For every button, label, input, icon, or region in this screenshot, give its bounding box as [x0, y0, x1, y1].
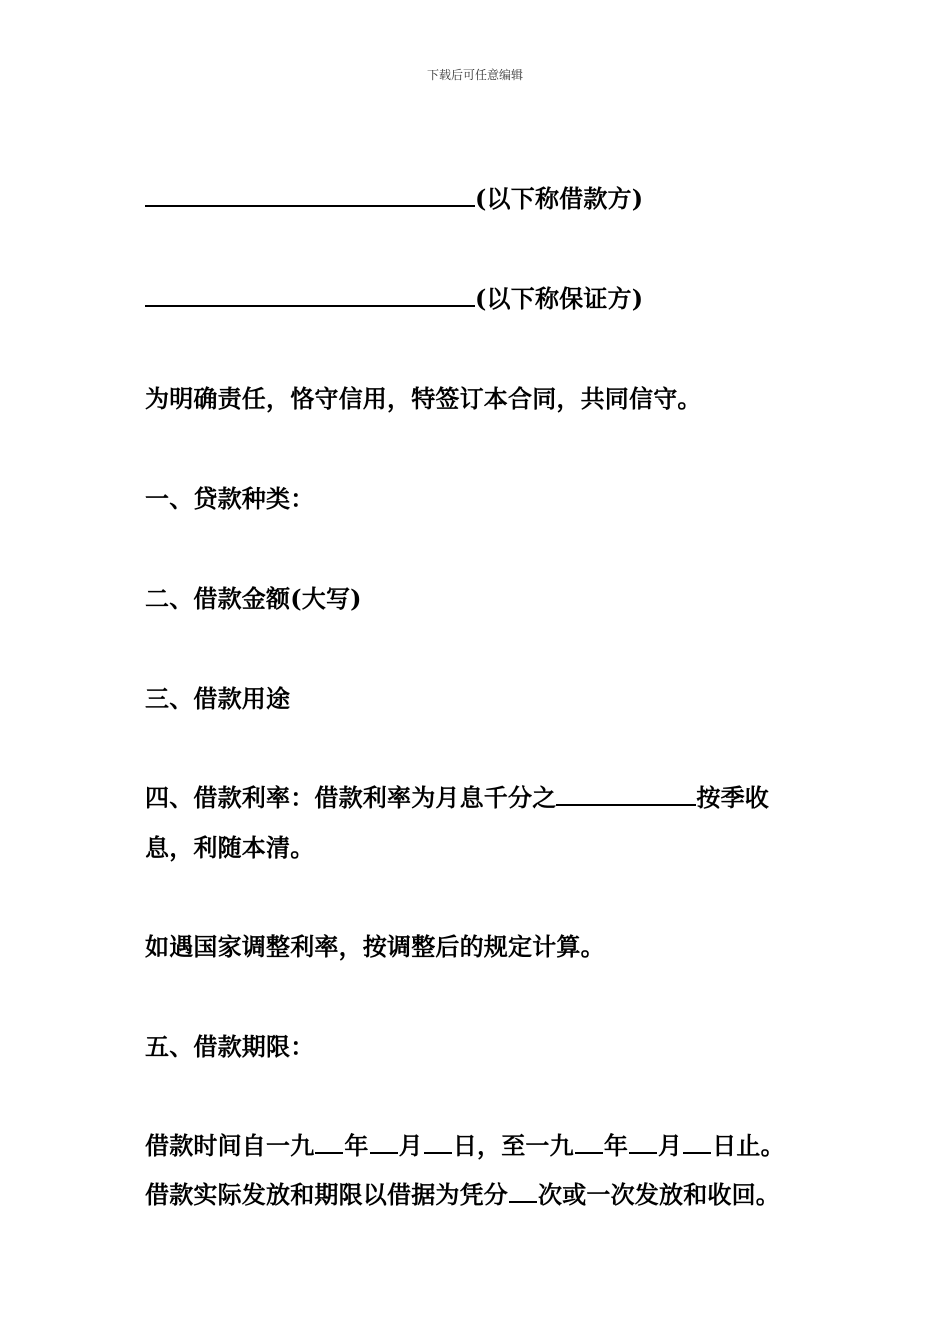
borrower-line — [145, 184, 643, 214]
guarantor-line — [145, 284, 643, 314]
term-dates-line — [145, 1131, 785, 1161]
section-interest-rate — [145, 783, 769, 813]
disbursement-line — [145, 1180, 780, 1210]
term-end-year-label: 年 — [603, 1131, 629, 1160]
disbursement-text-end: 次或一次发放和收回。 — [538, 1180, 780, 1209]
term-text-to: 日，至一九 — [452, 1131, 574, 1160]
section-loan-purpose: 三、借款用途 — [145, 684, 291, 713]
start-day-blank[interactable] — [424, 1132, 452, 1154]
interest-rate-continuation: 息，利随本清。 — [145, 833, 315, 862]
preamble: 为明确责任，恪守信用，特签订本合同，共同信守。 — [145, 384, 702, 413]
section-loan-amount: 二、借款金额(大写) — [145, 584, 362, 613]
term-text-end: 日止。 — [712, 1131, 785, 1160]
disbursement-count-blank[interactable] — [509, 1181, 537, 1203]
page-header-note: 下载后可任意编辑 — [426, 68, 523, 82]
start-month-blank[interactable] — [370, 1132, 398, 1154]
end-day-blank[interactable] — [683, 1132, 711, 1154]
interest-rate-text: 四、借款利率：借款利率为月息千分之 — [145, 783, 557, 812]
interest-rate-text-tail: 按季收 — [696, 783, 770, 812]
term-end-month-label: 月 — [658, 1131, 683, 1160]
end-month-blank[interactable] — [629, 1132, 657, 1154]
term-text-start: 借款时间自一九 — [145, 1131, 315, 1160]
guarantor-label: (以下称保证方) — [475, 284, 644, 313]
end-year-blank[interactable] — [575, 1132, 603, 1154]
borrower-label: (以下称借款方) — [475, 184, 644, 213]
borrower-name-blank[interactable] — [145, 185, 475, 207]
term-month-label: 月 — [398, 1131, 423, 1160]
start-year-blank[interactable] — [315, 1132, 343, 1154]
guarantor-name-blank[interactable] — [145, 285, 475, 307]
section-loan-type: 一、贷款种类： — [145, 484, 315, 513]
interest-rate-blank[interactable] — [556, 784, 696, 806]
section-loan-term: 五、借款期限： — [145, 1032, 315, 1061]
disbursement-text-start: 借款实际发放和期限以借据为凭分 — [145, 1180, 508, 1209]
term-year-label: 年 — [344, 1131, 369, 1160]
rate-adjustment-clause: 如遇国家调整利率，按调整后的规定计算。 — [145, 932, 605, 961]
